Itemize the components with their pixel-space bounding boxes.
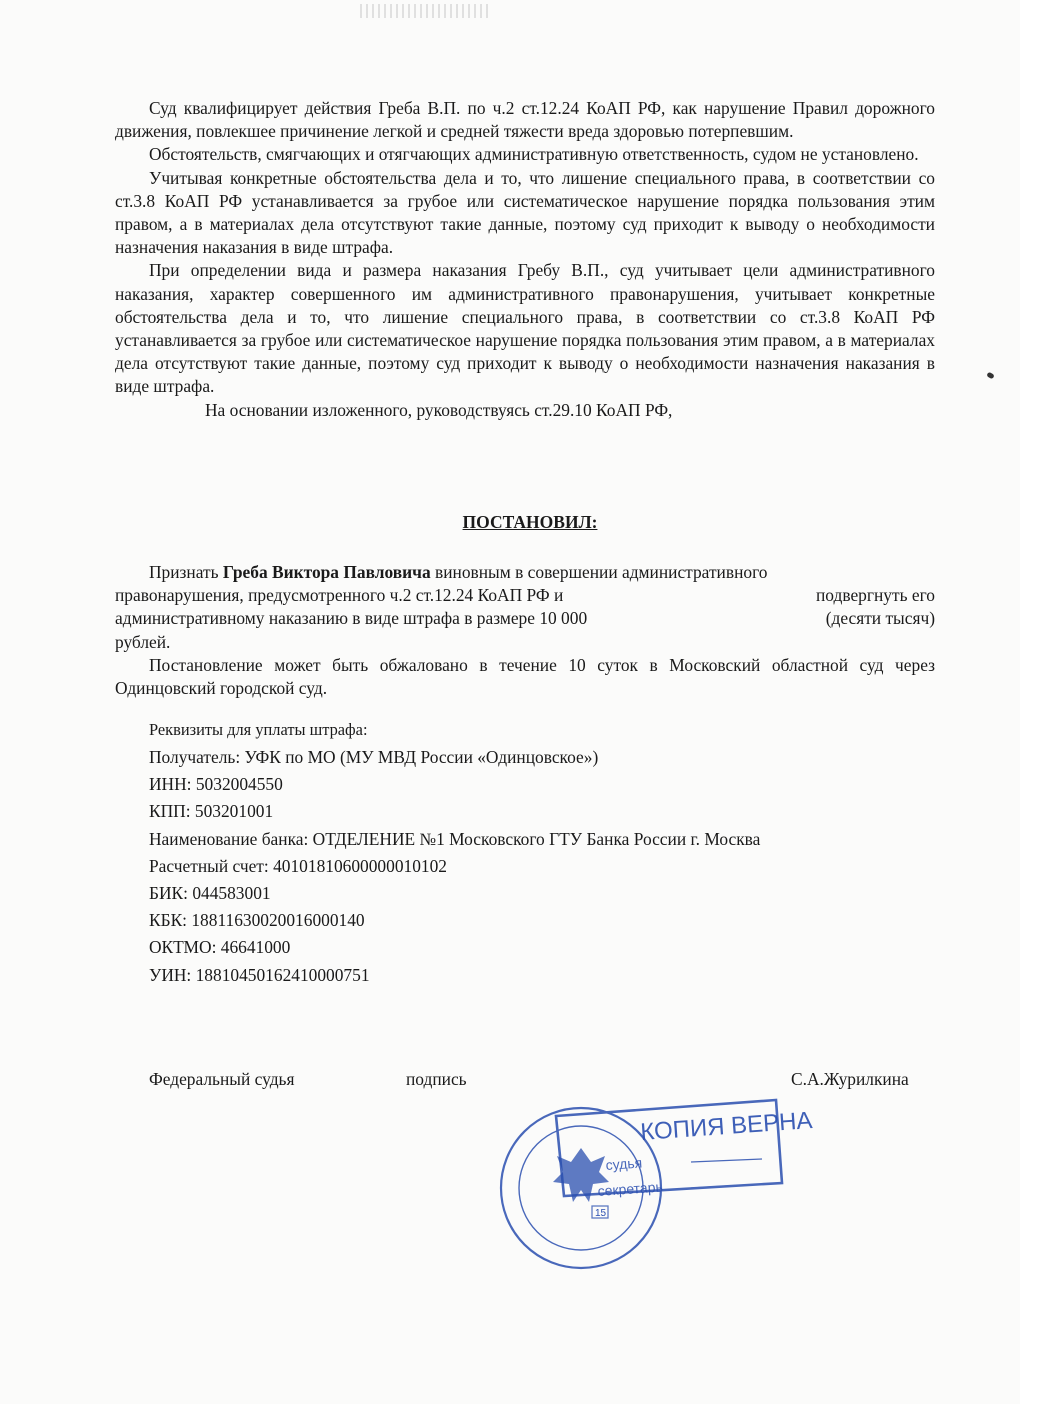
verdict-line-3-left: административному наказанию в виде штрафа в размере 10 000 xyxy=(115,608,588,629)
verdict-prefix: Признать xyxy=(149,562,223,582)
stamp-judge-label: судья xyxy=(605,1154,643,1173)
requisite-uin: УИН: 18810450162410000751 xyxy=(149,964,370,985)
verdict-line-2-right: подвергнуть его xyxy=(816,585,935,606)
paragraph-considering: Учитывая конкретные обстоятельства дела и то, что лишение специального права, в соответствии со ст.3.8 КоАП РФ устанавливается за грубое или систематическое нарушение порядка пользования этим правом, а в материалах дела отсутствуют такие данные, поэтому суд приходит к выводу о необходимости назначения наказания в виде штрафа. xyxy=(115,167,935,258)
stamp-seal-number: 15 xyxy=(595,1208,607,1219)
ruling-section xyxy=(115,561,935,700)
reasoning-section xyxy=(115,97,935,422)
stamp-secretary-label: секретарь xyxy=(597,1178,664,1199)
requisite-inn: ИНН: 5032004550 xyxy=(149,774,283,795)
requisite-bik: БИК: 044583001 xyxy=(149,882,271,903)
verdict-line-1 xyxy=(115,561,935,584)
requisite-oktmo: ОКТМО: 46641000 xyxy=(149,937,291,958)
verdict-line-2 xyxy=(115,584,935,607)
court-seal-icon xyxy=(486,1088,814,1219)
paragraph-determination: При определении вида и размера наказания Гребу В.П., суд учитывает цели административного наказания, характер совершенного им административного правонарушения, учитывает конкретные обстоятельства дела и то, что лишение специального права, в соответствии со ст.3.8 КоАП РФ устанавливается за грубое или систематическое нарушение порядка пользования этим правом, а в материалах дела отсутствуют такие данные, поэтому суд приходит к выводу о необходимости назначения наказания в виде штрафа. xyxy=(115,260,935,397)
judge-name: С.А.Журилкина xyxy=(791,1069,909,1089)
requisite-recipient: Получатель: УФК по МО (МУ МВД России «Одинцовское») xyxy=(149,747,599,767)
requisites-title: Реквизиты для уплаты штрафа: xyxy=(149,720,368,739)
paragraph-qualification: Суд квалифицирует действия Греба В.П. по ч.2 ст.12.24 КоАП РФ, как нарушение Правил дорожного движения, повлекшее причинение легкой и средней тяжести вреда здоровью потерпевшим. xyxy=(115,98,935,142)
judge-title: Федеральный судья xyxy=(149,1069,295,1089)
requisite-bank: Наименование банка: ОТДЕЛЕНИЕ №1 Московского ГТУ Банка России г. Москва xyxy=(149,828,761,849)
requisite-account: Расчетный счет: 40101810600000010102 xyxy=(149,855,447,876)
signature-placeholder: подпись xyxy=(406,1069,467,1089)
verdict-suffix: виновным в совершении административного xyxy=(430,562,768,582)
paragraph-basis: На основании изложенного, руководствуясь ст.29.10 КоАП РФ, xyxy=(205,399,673,420)
verdict-line-4: рублей. xyxy=(115,631,171,652)
stamp-box-text: КОПИЯ ВЕРНА xyxy=(639,1107,814,1146)
requisite-kbk: КБК: 18811630020016000140 xyxy=(149,910,365,931)
verdict-line-2-left: правонарушения, предусмотренного ч.2 ст.12.24 КоАП РФ и xyxy=(115,585,564,606)
verdict-line-3 xyxy=(115,607,935,630)
defendant-name: Греба Виктора Павловича xyxy=(222,562,431,582)
paragraph-circumstances: Обстоятельств, смягчающих и отягчающих административную ответственность, судом не установлено. xyxy=(149,144,919,165)
requisite-kpp: КПП: 503201001 xyxy=(149,801,274,822)
scan-noise xyxy=(360,4,490,18)
certification-stamp xyxy=(486,1088,814,1219)
payment-requisites xyxy=(149,718,909,989)
scan-speck xyxy=(986,372,995,380)
appeal-paragraph: Постановление может быть обжаловано в течение 10 суток в Московский областной суд через Одинцовский городской суд. xyxy=(115,654,935,699)
verdict-line-3-right: (десяти тысяч) xyxy=(825,608,935,629)
ruling-heading: ПОСТАНОВИЛ: xyxy=(462,512,598,532)
